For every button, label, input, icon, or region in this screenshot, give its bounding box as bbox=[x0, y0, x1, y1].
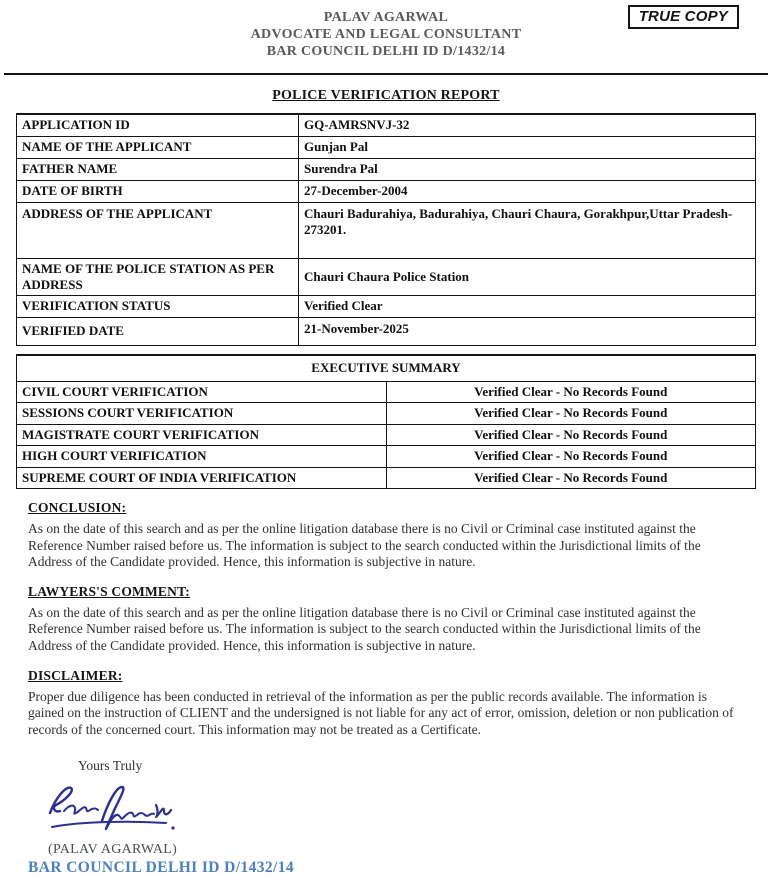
advocate-bar-id: BAR COUNCIL DELHI ID D/1432/14 bbox=[266, 44, 506, 59]
field-label: VERIFICATION STATUS bbox=[17, 295, 299, 317]
field-label: APPLICATION ID bbox=[17, 114, 299, 136]
table-row bbox=[17, 403, 756, 425]
handwritten-signature bbox=[38, 777, 772, 840]
field-label: ADDRESS OF THE APPLICANT bbox=[17, 202, 299, 258]
table-row bbox=[17, 424, 756, 446]
verification-label: MAGISTRATE COURT VERIFICATION bbox=[17, 424, 387, 446]
executive-summary-title: EXECUTIVE SUMMARY bbox=[17, 355, 756, 382]
closing-text: Yours Truly bbox=[78, 758, 143, 774]
verification-label: SUPREME COURT OF INDIA VERIFICATION bbox=[17, 467, 387, 489]
verification-result: Verified Clear - No Records Found bbox=[386, 467, 756, 489]
verification-label: SESSIONS COURT VERIFICATION bbox=[17, 403, 387, 425]
verification-result: Verified Clear - No Records Found bbox=[386, 424, 756, 446]
signatory-name: (PALAV AGARWAL) bbox=[48, 842, 178, 858]
table-header-row bbox=[17, 355, 756, 382]
field-value: Surendra Pal bbox=[299, 158, 756, 180]
prose-sections bbox=[28, 500, 746, 738]
signature-ink-icon bbox=[38, 777, 188, 835]
table-row bbox=[17, 136, 756, 158]
applicant-details-table bbox=[16, 113, 756, 346]
verification-result: Verified Clear - No Records Found bbox=[386, 403, 756, 425]
table-row bbox=[17, 295, 756, 317]
lawyers-comment-text: As on the date of this search and as per the online litigation database there is no Civil or Criminal case instituted against the Reference Number raised before us. The information is subject to the search conducted within the Jurisdictional limits of the Address of the Candidate provided. Hence, this information is subjective in nature. bbox=[28, 604, 701, 653]
verification-label: HIGH COURT VERIFICATION bbox=[17, 446, 387, 468]
signatory-bar-council-id: BAR COUNCIL DELHI ID D/1432/14 bbox=[28, 859, 295, 877]
field-value: GQ-AMRSNVJ-32 bbox=[299, 114, 756, 136]
true-copy-stamp: TRUE COPY bbox=[628, 5, 739, 29]
table-row bbox=[17, 446, 756, 468]
disclaimer-text: Proper due diligence has been conducted in retrieval of the information as per the public records available. The information is gained on the instruction of CLIENT and the undersigned is not liable for any act of error, omission, deletion or non publication of records of the concerned court. This information may not be treated as a Certificate. bbox=[28, 688, 734, 737]
conclusion-section bbox=[28, 500, 746, 571]
letterhead-divider bbox=[4, 73, 768, 75]
table-row bbox=[17, 467, 756, 489]
verification-label: CIVIL COURT VERIFICATION bbox=[17, 381, 387, 403]
table-row bbox=[17, 114, 756, 136]
table-row bbox=[17, 180, 756, 202]
advocate-name: PALAV AGARWAL bbox=[323, 10, 449, 25]
conclusion-heading: CONCLUSION: bbox=[28, 500, 127, 515]
lawyers-comment-heading: LAWYERS'S COMMENT: bbox=[28, 583, 190, 599]
field-value: 27-December-2004 bbox=[299, 180, 756, 202]
field-value: Gunjan Pal bbox=[299, 136, 756, 158]
disclaimer-heading: DISCLAIMER: bbox=[28, 667, 123, 683]
field-label: FATHER NAME bbox=[17, 158, 299, 180]
field-value: Verified Clear bbox=[299, 295, 756, 317]
lawyers-comment-section bbox=[28, 584, 746, 655]
verification-result: Verified Clear - No Records Found bbox=[386, 381, 756, 403]
verification-result: Verified Clear - No Records Found bbox=[386, 446, 756, 468]
field-value: 21-November-2025 bbox=[299, 317, 756, 345]
field-label: NAME OF THE POLICE STATION AS PER ADDRESS bbox=[17, 258, 299, 295]
table-row bbox=[17, 258, 756, 295]
advocate-designation: ADVOCATE AND LEGAL CONSULTANT bbox=[250, 27, 522, 42]
field-label: DATE OF BIRTH bbox=[17, 180, 299, 202]
field-value: Chauri Badurahiya, Badurahiya, Chauri Chaura, Gorakhpur,Uttar Pradesh-273201. bbox=[299, 202, 756, 258]
page-title: POLICE VERIFICATION REPORT bbox=[272, 88, 500, 103]
table-row bbox=[17, 158, 756, 180]
executive-summary-table bbox=[16, 354, 756, 490]
disclaimer-section bbox=[28, 668, 746, 739]
letterhead bbox=[0, 0, 772, 60]
table-row bbox=[17, 202, 756, 258]
field-label: VERIFIED DATE bbox=[17, 317, 299, 345]
table-row bbox=[17, 317, 756, 345]
field-label: NAME OF THE APPLICANT bbox=[17, 136, 299, 158]
conclusion-text: As on the date of this search and as per the online litigation database there is no Civil or Criminal case instituted against the Reference Number raised before us. The information is subject to the search conducted within the Jurisdictional limits of the Address of the Candidate provided. Hence, this information is subjective in nature. bbox=[28, 521, 701, 570]
table-row bbox=[17, 381, 756, 403]
field-value: Chauri Chaura Police Station bbox=[299, 258, 756, 295]
